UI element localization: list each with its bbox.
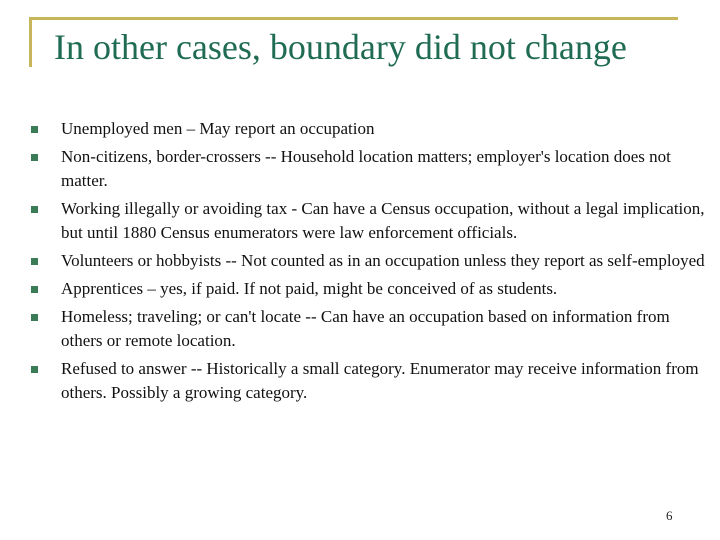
square-bullet-icon [31, 366, 38, 373]
square-bullet-icon [31, 258, 38, 265]
bullet-list [31, 117, 711, 409]
square-bullet-icon [31, 206, 38, 213]
square-bullet-icon [31, 286, 38, 293]
frame-top-line [29, 17, 678, 20]
bullet-text: Volunteers or hobbyists -- Not counted as in an occupation unless they report as self-employed [61, 251, 705, 270]
bullet-item-refused [31, 357, 711, 405]
frame-left-line [29, 17, 32, 67]
bullet-item-homeless [31, 305, 711, 353]
bullet-text: Working illegally or avoiding tax - Can have a Census occupation, without a legal implication, but until 1880 Census enumerators were law enforcement officials. [61, 199, 705, 242]
bullet-item-volunteers [31, 249, 711, 273]
square-bullet-icon [31, 314, 38, 321]
square-bullet-icon [31, 126, 38, 133]
bullet-item-unemployed [31, 117, 711, 141]
bullet-item-working-illegally [31, 197, 711, 245]
page-number: 6 [666, 508, 673, 523]
bullet-text: Unemployed men – May report an occupation [61, 119, 375, 138]
bullet-text: Refused to answer -- Historically a small category. Enumerator may receive information from others. Possibly a growing category. [61, 359, 699, 402]
bullet-item-apprentices [31, 277, 711, 301]
bullet-text: Apprentices – yes, if paid. If not paid, might be conceived of as students. [61, 279, 558, 298]
bullet-text: Non-citizens, border-crossers -- Household location matters; employer's location does not matter. [61, 147, 671, 190]
bullet-item-non-citizens [31, 145, 711, 193]
slide-title: In other cases, boundary did not change [54, 27, 627, 67]
square-bullet-icon [31, 154, 38, 161]
bullet-text: Homeless; traveling; or can't locate -- Can have an occupation based on information from others or remote location. [61, 307, 670, 350]
